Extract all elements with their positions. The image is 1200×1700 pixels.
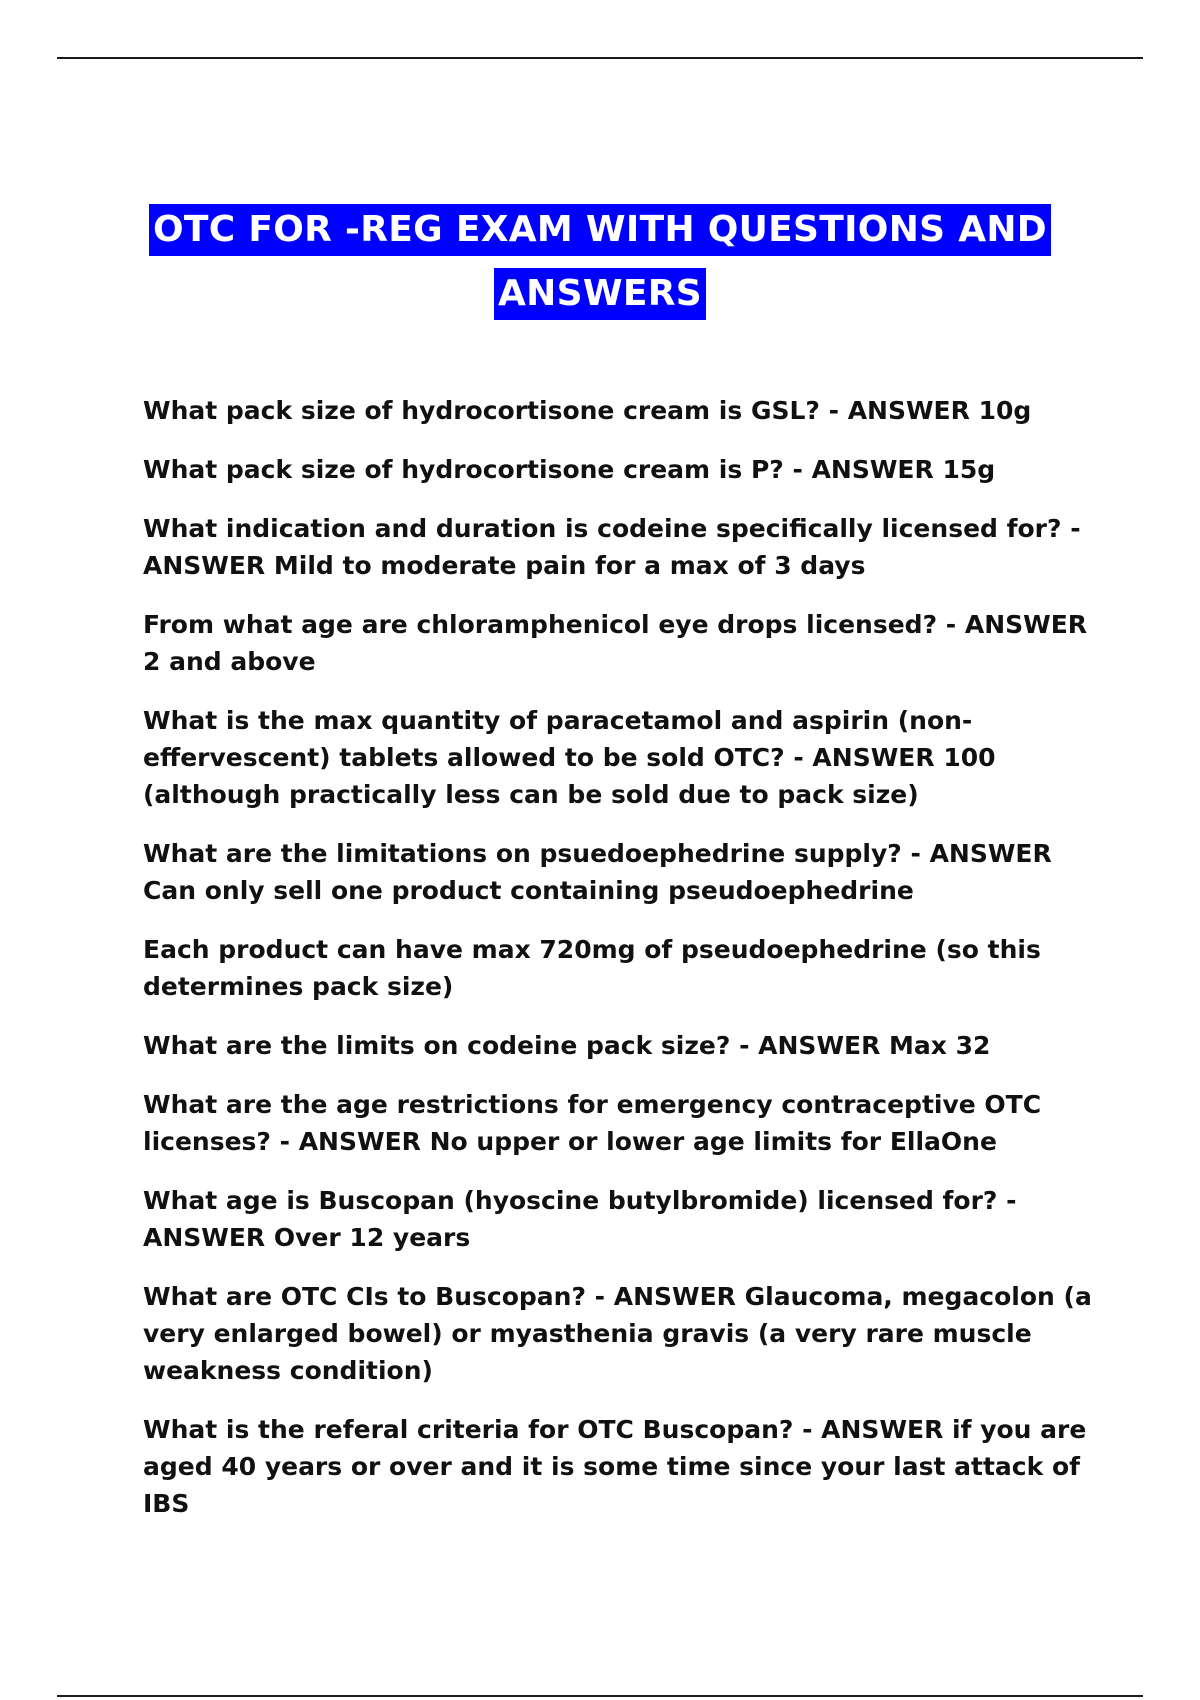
qa-list	[143, 392, 1103, 1544]
qa-item: What indication and duration is codeine specifically licensed for? - ANSWER Mild to moderate pain for a max of 3 days	[143, 514, 1081, 580]
qa-item: What pack size of hydrocortisone cream is P? - ANSWER 15g	[143, 455, 996, 484]
title-line-2: ANSWERS	[494, 268, 706, 320]
qa-item: What are the age restrictions for emergency contraceptive OTC licenses? - ANSWER No upper or lower age limits for EllaOne	[143, 1090, 1042, 1156]
qa-item: What age is Buscopan (hyoscine butylbromide) licensed for? - ANSWER Over 12 years	[143, 1186, 1017, 1252]
qa-item: What pack size of hydrocortisone cream is GSL? - ANSWER 10g	[143, 396, 1032, 425]
qa-item: From what age are chloramphenicol eye drops licensed? - ANSWER 2 and above	[143, 610, 1088, 676]
document-title	[0, 200, 1200, 328]
qa-item: What are the limits on codeine pack size? - ANSWER Max 32	[143, 1031, 991, 1060]
top-rule	[57, 57, 1143, 59]
qa-item: Each product can have max 720mg of pseudoephedrine (so this determines pack size)	[143, 935, 1041, 1001]
qa-item: What are the limitations on psuedoephedrine supply? - ANSWER Can only sell one product containing pseudoephedrine	[143, 839, 1052, 905]
qa-item: What is the max quantity of paracetamol and aspirin (non-effervescent) tablets allowed to be sold OTC? - ANSWER 100 (although practically less can be sold due to pack size)	[143, 706, 996, 809]
bottom-rule	[57, 1695, 1143, 1697]
title-line-1: OTC FOR -REG EXAM WITH QUESTIONS AND	[149, 204, 1051, 256]
qa-item: What are OTC CIs to Buscopan? - ANSWER Glaucoma, megacolon (a very enlarged bowel) or myasthenia gravis (a very rare muscle weakness condition)	[143, 1282, 1092, 1385]
qa-item: What is the referal criteria for OTC Buscopan? - ANSWER if you are aged 40 years or over and it is some time since your last attack of IBS	[143, 1415, 1087, 1518]
